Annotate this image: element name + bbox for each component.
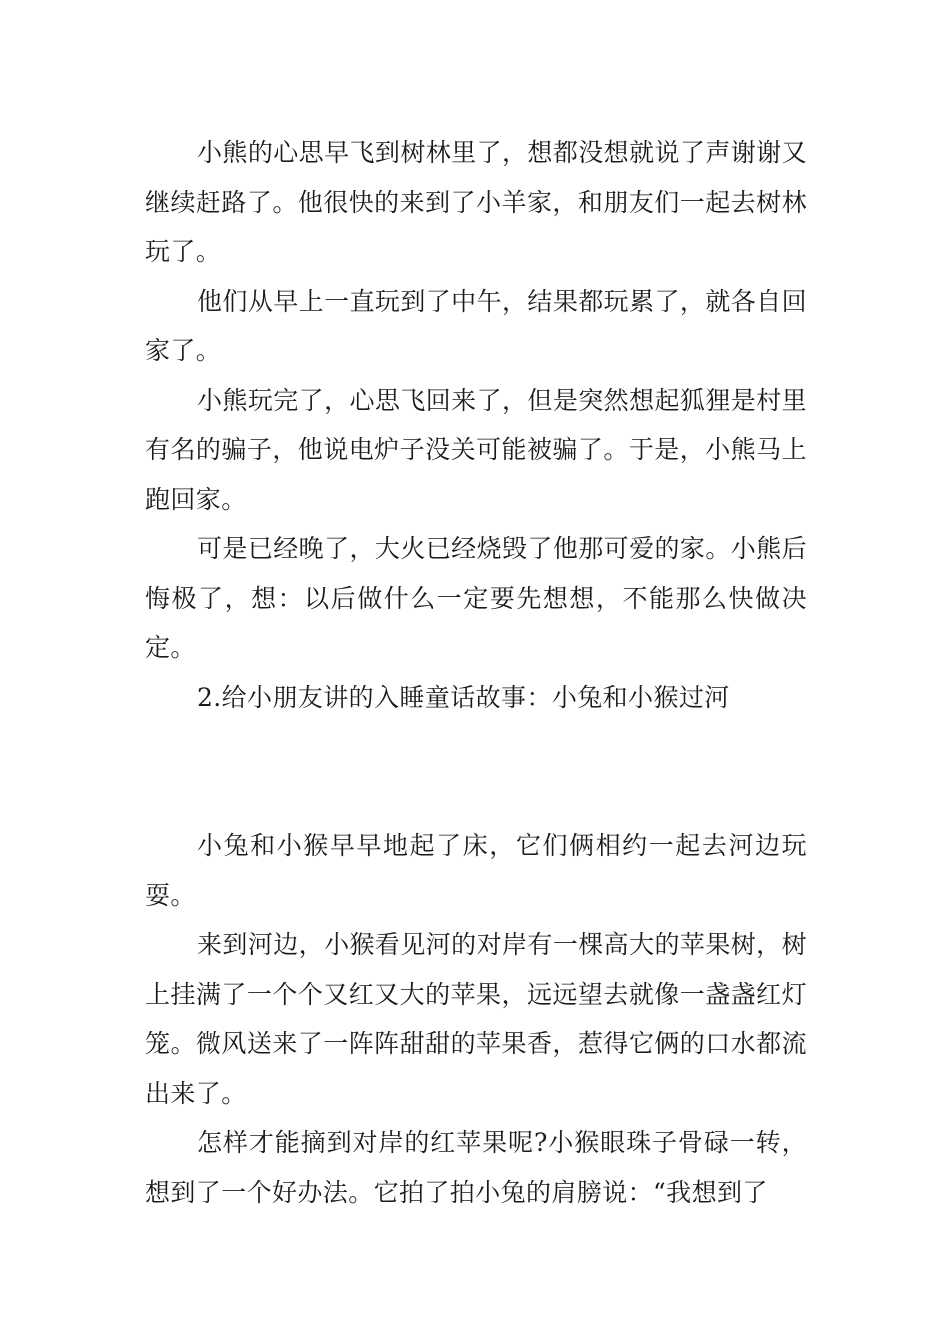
paragraph: 他们从早上一直玩到了中午，结果都玩累了，就各自回家了。: [145, 286, 807, 365]
paragraph: 小熊的心思早飞到树林里了，想都没想就说了声谢谢又继续赶路了。他很快的来到了小羊家，和朋友们一起去树林玩了。: [145, 138, 807, 266]
spacer: [145, 722, 807, 821]
paragraph: 来到河边，小猴看见河的对岸有一棵高大的苹果树，树上挂满了一个个又红又大的苹果，远远望去就像一盏盏红灯笼。微风送来了一阵阵甜甜的苹果香，惹得它俩的口水都流出来了。: [145, 930, 807, 1108]
paragraph: 小兔和小猴早早地起了床，它们俩相约一起去河边玩耍。: [145, 831, 807, 910]
section-heading: 2.给小朋友讲的入睡童话故事：小兔和小猴过河: [197, 682, 730, 712]
paragraph: 小熊玩完了，心思飞回来了，但是突然想起狐狸是村里有名的骗子，他说电炉子没关可能被骗了。于是，小熊马上跑回家。: [145, 385, 807, 514]
paragraph: 怎样才能摘到对岸的红苹果呢?小猴眼珠子骨碌一转，想到了一个好办法。它拍了拍小兔的肩膀说：“我想到了: [145, 1128, 807, 1207]
document-page: [145, 128, 807, 1217]
paragraph: 可是已经晚了，大火已经烧毁了他那可爱的家。小熊后悔极了，想：以后做什么一定要先想想，不能那么快做决定。: [145, 534, 807, 662]
